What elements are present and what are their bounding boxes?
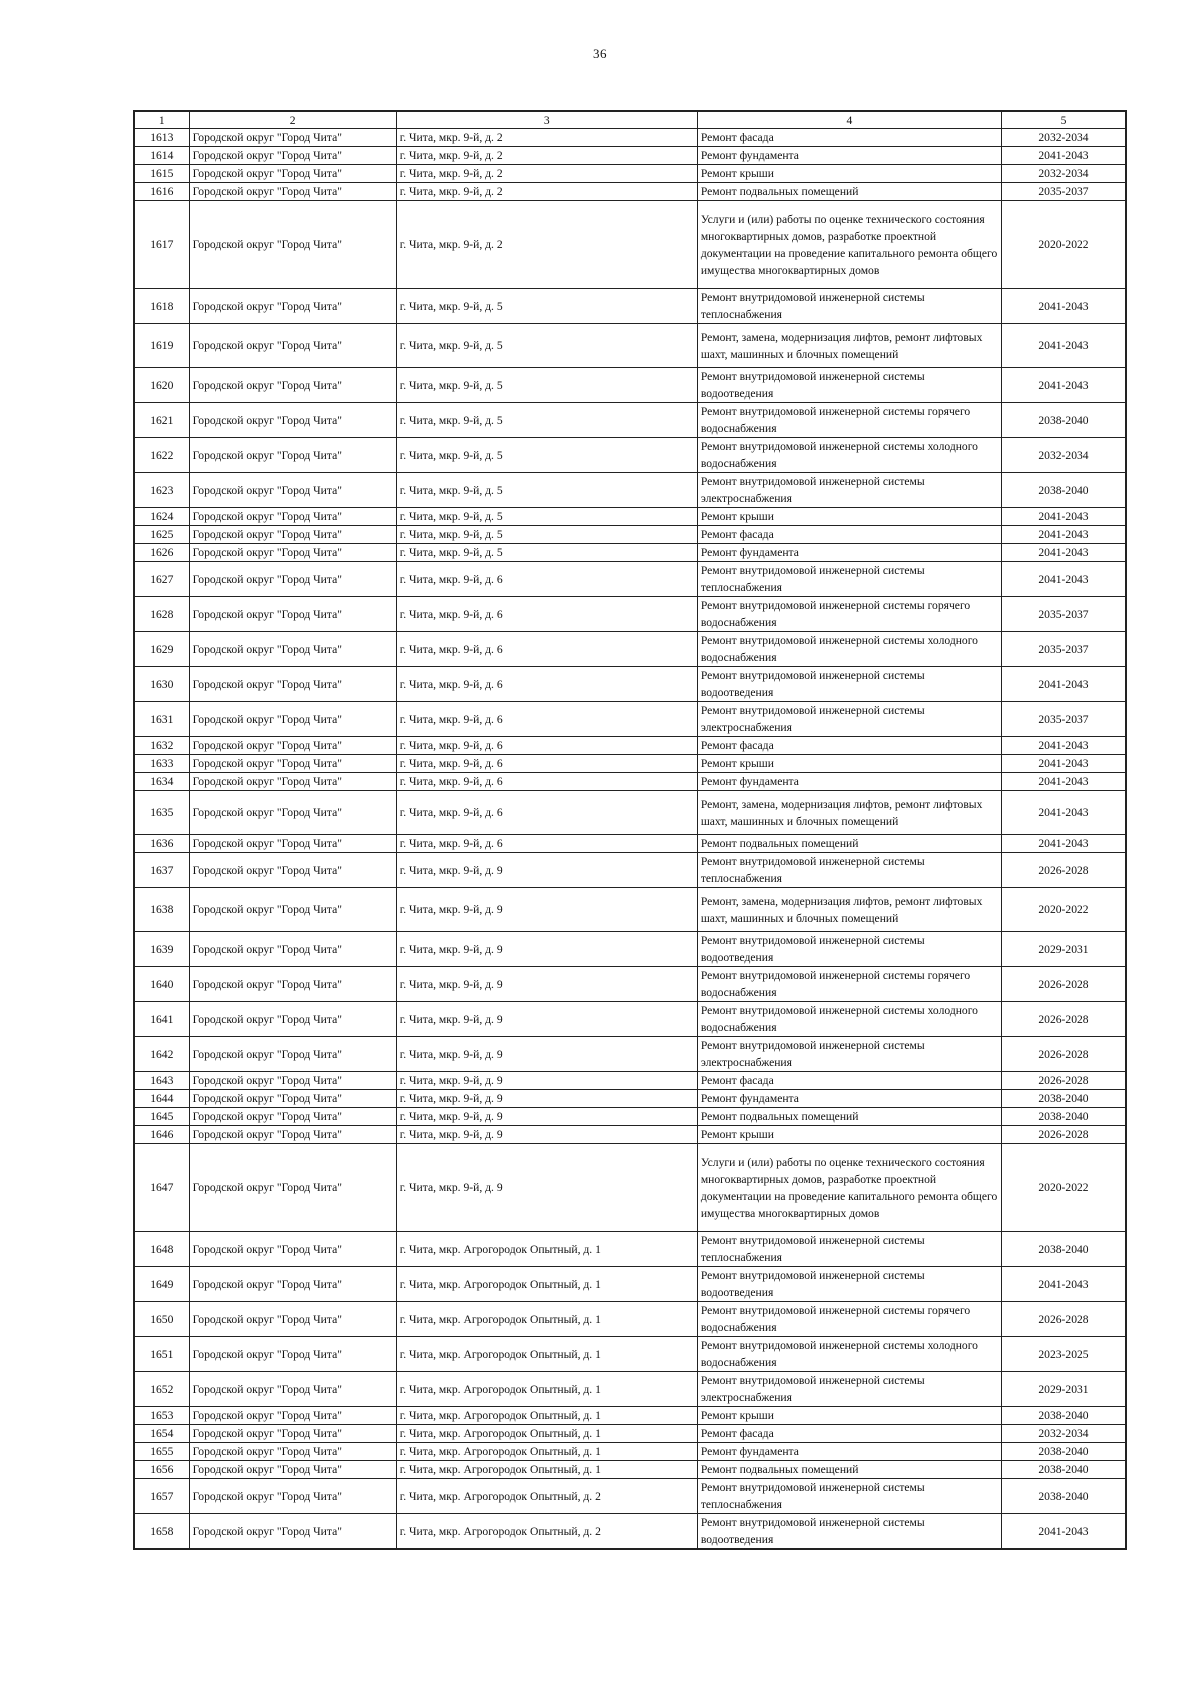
municipality-cell: Городской округ "Город Чита" (189, 835, 396, 853)
municipality-cell: Городской округ "Город Чита" (189, 1037, 396, 1072)
work-type-cell: Услуги и (или) работы по оценке технического состояния многоквартирных домов, разработке проектной документации на проведение капитального ремонта общего имущества многоквартирных домов (697, 1144, 1001, 1232)
municipality-cell: Городской округ "Город Чита" (189, 1126, 396, 1144)
address-cell: г. Чита, мкр. Агрогородок Опытный, д. 1 (396, 1302, 697, 1337)
period-cell: 2038-2040 (1001, 1407, 1126, 1425)
address-cell: г. Чита, мкр. 9-й, д. 6 (396, 702, 697, 737)
table-row (134, 324, 1126, 368)
municipality-cell: Городской округ "Город Чита" (189, 667, 396, 702)
table-row (134, 1126, 1126, 1144)
table-row (134, 667, 1126, 702)
period-cell: 2041-2043 (1001, 835, 1126, 853)
period-cell: 2035-2037 (1001, 183, 1126, 201)
address-cell: г. Чита, мкр. Агрогородок Опытный, д. 1 (396, 1372, 697, 1407)
address-cell: г. Чита, мкр. 9-й, д. 2 (396, 129, 697, 147)
address-cell: г. Чита, мкр. 9-й, д. 2 (396, 147, 697, 165)
period-cell: 2041-2043 (1001, 562, 1126, 597)
row-number-cell: 1647 (134, 1144, 189, 1232)
address-cell: г. Чита, мкр. 9-й, д. 6 (396, 562, 697, 597)
row-number-cell: 1644 (134, 1090, 189, 1108)
header-col-1: 1 (134, 111, 189, 129)
address-cell: г. Чита, мкр. 9-й, д. 9 (396, 967, 697, 1002)
municipality-cell: Городской округ "Город Чита" (189, 1514, 396, 1550)
municipality-cell: Городской округ "Город Чита" (189, 289, 396, 324)
period-cell: 2038-2040 (1001, 473, 1126, 508)
work-type-cell: Ремонт внутридомовой инженерной системы теплоснабжения (697, 289, 1001, 324)
address-cell: г. Чита, мкр. Агрогородок Опытный, д. 2 (396, 1479, 697, 1514)
address-cell: г. Чита, мкр. 9-й, д. 9 (396, 1037, 697, 1072)
table-row (134, 1267, 1126, 1302)
period-cell: 2029-2031 (1001, 1372, 1126, 1407)
work-type-cell: Ремонт внутридомовой инженерной системы электроснабжения (697, 473, 1001, 508)
table-row (134, 1037, 1126, 1072)
period-cell: 2041-2043 (1001, 791, 1126, 835)
period-cell: 2032-2034 (1001, 1425, 1126, 1443)
period-cell: 2038-2040 (1001, 1461, 1126, 1479)
municipality-cell: Городской округ "Город Чита" (189, 1337, 396, 1372)
table-row (134, 1090, 1126, 1108)
work-type-cell: Ремонт крыши (697, 1407, 1001, 1425)
header-col-3: 3 (396, 111, 697, 129)
municipality-cell: Городской округ "Город Чита" (189, 632, 396, 667)
table-row (134, 403, 1126, 438)
period-cell: 2020-2022 (1001, 1144, 1126, 1232)
row-number-cell: 1645 (134, 1108, 189, 1126)
table-row (134, 289, 1126, 324)
address-cell: г. Чита, мкр. Агрогородок Опытный, д. 2 (396, 1514, 697, 1550)
work-type-cell: Ремонт фундамента (697, 544, 1001, 562)
work-type-cell: Ремонт внутридомовой инженерной системы холодного водоснабжения (697, 1337, 1001, 1372)
municipality-cell: Городской округ "Город Чита" (189, 1232, 396, 1267)
work-type-cell: Ремонт подвальных помещений (697, 1108, 1001, 1126)
table-body (134, 129, 1126, 1550)
period-cell: 2041-2043 (1001, 508, 1126, 526)
period-cell: 2026-2028 (1001, 1037, 1126, 1072)
row-number-cell: 1651 (134, 1337, 189, 1372)
repair-schedule-table (133, 110, 1127, 1550)
header-col-2: 2 (189, 111, 396, 129)
work-type-cell: Ремонт внутридомовой инженерной системы горячего водоснабжения (697, 1302, 1001, 1337)
period-cell: 2041-2043 (1001, 289, 1126, 324)
table-header (134, 111, 1126, 129)
address-cell: г. Чита, мкр. 9-й, д. 6 (396, 835, 697, 853)
period-cell: 2041-2043 (1001, 773, 1126, 791)
table-row (134, 932, 1126, 967)
table-row (134, 967, 1126, 1002)
period-cell: 2038-2040 (1001, 1108, 1126, 1126)
address-cell: г. Чита, мкр. 9-й, д. 5 (396, 508, 697, 526)
work-type-cell: Ремонт внутридомовой инженерной системы холодного водоснабжения (697, 1002, 1001, 1037)
address-cell: г. Чита, мкр. 9-й, д. 6 (396, 667, 697, 702)
work-type-cell: Ремонт внутридомовой инженерной системы электроснабжения (697, 702, 1001, 737)
work-type-cell: Ремонт внутридомовой инженерной системы горячего водоснабжения (697, 597, 1001, 632)
work-type-cell: Ремонт крыши (697, 1126, 1001, 1144)
table-row (134, 526, 1126, 544)
work-type-cell: Ремонт подвальных помещений (697, 183, 1001, 201)
address-cell: г. Чита, мкр. 9-й, д. 6 (396, 737, 697, 755)
table-row (134, 1072, 1126, 1090)
row-number-cell: 1626 (134, 544, 189, 562)
address-cell: г. Чита, мкр. 9-й, д. 5 (396, 438, 697, 473)
row-number-cell: 1637 (134, 853, 189, 888)
table-row (134, 1302, 1126, 1337)
address-cell: г. Чита, мкр. 9-й, д. 9 (396, 853, 697, 888)
municipality-cell: Городской округ "Город Чита" (189, 702, 396, 737)
address-cell: г. Чита, мкр. Агрогородок Опытный, д. 1 (396, 1407, 697, 1425)
row-number-cell: 1628 (134, 597, 189, 632)
row-number-cell: 1631 (134, 702, 189, 737)
municipality-cell: Городской округ "Город Чита" (189, 473, 396, 508)
work-type-cell: Ремонт крыши (697, 755, 1001, 773)
municipality-cell: Городской округ "Город Чита" (189, 201, 396, 289)
table-row (134, 888, 1126, 932)
row-number-cell: 1630 (134, 667, 189, 702)
table-row (134, 508, 1126, 526)
period-cell: 2026-2028 (1001, 1126, 1126, 1144)
work-type-cell: Ремонт подвальных помещений (697, 835, 1001, 853)
header-col-4: 4 (697, 111, 1001, 129)
municipality-cell: Городской округ "Город Чита" (189, 1479, 396, 1514)
row-number-cell: 1627 (134, 562, 189, 597)
period-cell: 2041-2043 (1001, 737, 1126, 755)
row-number-cell: 1634 (134, 773, 189, 791)
address-cell: г. Чита, мкр. 9-й, д. 9 (396, 1144, 697, 1232)
row-number-cell: 1636 (134, 835, 189, 853)
address-cell: г. Чита, мкр. 9-й, д. 2 (396, 201, 697, 289)
municipality-cell: Городской округ "Город Чита" (189, 737, 396, 755)
work-type-cell: Ремонт крыши (697, 508, 1001, 526)
period-cell: 2041-2043 (1001, 147, 1126, 165)
period-cell: 2032-2034 (1001, 129, 1126, 147)
municipality-cell: Городской округ "Город Чита" (189, 1002, 396, 1037)
address-cell: г. Чита, мкр. 9-й, д. 9 (396, 1126, 697, 1144)
municipality-cell: Городской округ "Город Чита" (189, 1267, 396, 1302)
period-cell: 2041-2043 (1001, 1267, 1126, 1302)
table-row (134, 1479, 1126, 1514)
municipality-cell: Городской округ "Город Чита" (189, 773, 396, 791)
row-number-cell: 1629 (134, 632, 189, 667)
row-number-cell: 1620 (134, 368, 189, 403)
table-row (134, 737, 1126, 755)
table-row (134, 183, 1126, 201)
address-cell: г. Чита, мкр. 9-й, д. 2 (396, 165, 697, 183)
work-type-cell: Ремонт фасада (697, 129, 1001, 147)
row-number-cell: 1639 (134, 932, 189, 967)
work-type-cell: Ремонт фундамента (697, 773, 1001, 791)
period-cell: 2026-2028 (1001, 1072, 1126, 1090)
table-row (134, 1144, 1126, 1232)
municipality-cell: Городской округ "Город Чита" (189, 1443, 396, 1461)
period-cell: 2038-2040 (1001, 403, 1126, 438)
municipality-cell: Городской округ "Город Чита" (189, 967, 396, 1002)
work-type-cell: Ремонт подвальных помещений (697, 1461, 1001, 1479)
work-type-cell: Ремонт крыши (697, 165, 1001, 183)
period-cell: 2032-2034 (1001, 438, 1126, 473)
table-row (134, 1461, 1126, 1479)
address-cell: г. Чита, мкр. 9-й, д. 6 (396, 773, 697, 791)
work-type-cell: Ремонт фундамента (697, 1090, 1001, 1108)
row-number-cell: 1633 (134, 755, 189, 773)
address-cell: г. Чита, мкр. 9-й, д. 6 (396, 632, 697, 667)
table-row (134, 1108, 1126, 1126)
period-cell: 2041-2043 (1001, 667, 1126, 702)
table-row (134, 1514, 1126, 1550)
period-cell: 2041-2043 (1001, 1514, 1126, 1550)
address-cell: г. Чита, мкр. 9-й, д. 6 (396, 755, 697, 773)
row-number-cell: 1635 (134, 791, 189, 835)
work-type-cell: Ремонт внутридомовой инженерной системы теплоснабжения (697, 562, 1001, 597)
work-type-cell: Ремонт внутридомовой инженерной системы водоотведения (697, 1514, 1001, 1550)
row-number-cell: 1657 (134, 1479, 189, 1514)
address-cell: г. Чита, мкр. 9-й, д. 5 (396, 368, 697, 403)
period-cell: 2035-2037 (1001, 702, 1126, 737)
table-row (134, 1425, 1126, 1443)
table-row (134, 597, 1126, 632)
table-row (134, 147, 1126, 165)
table-row (134, 1443, 1126, 1461)
table-row (134, 773, 1126, 791)
address-cell: г. Чита, мкр. Агрогородок Опытный, д. 1 (396, 1232, 697, 1267)
work-type-cell: Ремонт внутридомовой инженерной системы водоотведения (697, 932, 1001, 967)
table-row (134, 632, 1126, 667)
work-type-cell: Ремонт фундамента (697, 1443, 1001, 1461)
row-number-cell: 1638 (134, 888, 189, 932)
table-row (134, 1232, 1126, 1267)
municipality-cell: Городской округ "Город Чита" (189, 508, 396, 526)
municipality-cell: Городской округ "Город Чита" (189, 853, 396, 888)
row-number-cell: 1642 (134, 1037, 189, 1072)
row-number-cell: 1652 (134, 1372, 189, 1407)
work-type-cell: Ремонт, замена, модернизация лифтов, ремонт лифтовых шахт, машинных и блочных помещений (697, 791, 1001, 835)
period-cell: 2023-2025 (1001, 1337, 1126, 1372)
row-number-cell: 1623 (134, 473, 189, 508)
address-cell: г. Чита, мкр. 9-й, д. 5 (396, 544, 697, 562)
municipality-cell: Городской округ "Город Чита" (189, 129, 396, 147)
row-number-cell: 1650 (134, 1302, 189, 1337)
period-cell: 2032-2034 (1001, 165, 1126, 183)
municipality-cell: Городской округ "Город Чита" (189, 183, 396, 201)
address-cell: г. Чита, мкр. 9-й, д. 9 (396, 932, 697, 967)
row-number-cell: 1655 (134, 1443, 189, 1461)
address-cell: г. Чита, мкр. 9-й, д. 2 (396, 183, 697, 201)
row-number-cell: 1618 (134, 289, 189, 324)
municipality-cell: Городской округ "Город Чита" (189, 1425, 396, 1443)
work-type-cell: Ремонт, замена, модернизация лифтов, ремонт лифтовых шахт, машинных и блочных помещений (697, 888, 1001, 932)
period-cell: 2041-2043 (1001, 755, 1126, 773)
address-cell: г. Чита, мкр. 9-й, д. 6 (396, 791, 697, 835)
period-cell: 2029-2031 (1001, 932, 1126, 967)
row-number-cell: 1613 (134, 129, 189, 147)
row-number-cell: 1648 (134, 1232, 189, 1267)
address-cell: г. Чита, мкр. 9-й, д. 9 (396, 1072, 697, 1090)
address-cell: г. Чита, мкр. Агрогородок Опытный, д. 1 (396, 1461, 697, 1479)
municipality-cell: Городской округ "Город Чита" (189, 1072, 396, 1090)
work-type-cell: Ремонт, замена, модернизация лифтов, ремонт лифтовых шахт, машинных и блочных помещений (697, 324, 1001, 368)
work-type-cell: Ремонт внутридомовой инженерной системы холодного водоснабжения (697, 438, 1001, 473)
work-type-cell: Ремонт фасада (697, 526, 1001, 544)
municipality-cell: Городской округ "Город Чита" (189, 438, 396, 473)
table-row (134, 835, 1126, 853)
period-cell: 2020-2022 (1001, 201, 1126, 289)
address-cell: г. Чита, мкр. 9-й, д. 9 (396, 1108, 697, 1126)
address-cell: г. Чита, мкр. 9-й, д. 6 (396, 597, 697, 632)
row-number-cell: 1640 (134, 967, 189, 1002)
page-number: 36 (593, 46, 607, 61)
municipality-cell: Городской округ "Город Чита" (189, 791, 396, 835)
work-type-cell: Ремонт фундамента (697, 147, 1001, 165)
municipality-cell: Городской округ "Город Чита" (189, 597, 396, 632)
row-number-cell: 1619 (134, 324, 189, 368)
period-cell: 2026-2028 (1001, 853, 1126, 888)
period-cell: 2038-2040 (1001, 1443, 1126, 1461)
municipality-cell: Городской округ "Город Чита" (189, 1461, 396, 1479)
municipality-cell: Городской округ "Город Чита" (189, 1372, 396, 1407)
municipality-cell: Городской округ "Город Чита" (189, 888, 396, 932)
row-number-cell: 1658 (134, 1514, 189, 1550)
municipality-cell: Городской округ "Город Чита" (189, 1090, 396, 1108)
row-number-cell: 1641 (134, 1002, 189, 1037)
municipality-cell: Городской округ "Город Чита" (189, 403, 396, 438)
address-cell: г. Чита, мкр. 9-й, д. 5 (396, 324, 697, 368)
address-cell: г. Чита, мкр. Агрогородок Опытный, д. 1 (396, 1443, 697, 1461)
row-number-cell: 1622 (134, 438, 189, 473)
period-cell: 2038-2040 (1001, 1090, 1126, 1108)
table-row (134, 473, 1126, 508)
period-cell: 2041-2043 (1001, 526, 1126, 544)
table-row (134, 1337, 1126, 1372)
table-row (134, 853, 1126, 888)
table-row (134, 562, 1126, 597)
period-cell: 2038-2040 (1001, 1479, 1126, 1514)
period-cell: 2035-2037 (1001, 632, 1126, 667)
table-row (134, 165, 1126, 183)
table-row (134, 544, 1126, 562)
table-row (134, 1372, 1126, 1407)
table-row (134, 1002, 1126, 1037)
row-number-cell: 1653 (134, 1407, 189, 1425)
address-cell: г. Чита, мкр. 9-й, д. 9 (396, 1002, 697, 1037)
municipality-cell: Городской округ "Город Чита" (189, 755, 396, 773)
work-type-cell: Ремонт внутридомовой инженерной системы теплоснабжения (697, 1479, 1001, 1514)
work-type-cell: Ремонт внутридомовой инженерной системы холодного водоснабжения (697, 632, 1001, 667)
table-row (134, 201, 1126, 289)
municipality-cell: Городской округ "Город Чита" (189, 1302, 396, 1337)
municipality-cell: Городской округ "Город Чита" (189, 368, 396, 403)
address-cell: г. Чита, мкр. Агрогородок Опытный, д. 1 (396, 1337, 697, 1372)
row-number-cell: 1643 (134, 1072, 189, 1090)
table-row (134, 368, 1126, 403)
row-number-cell: 1632 (134, 737, 189, 755)
row-number-cell: 1624 (134, 508, 189, 526)
work-type-cell: Ремонт внутридомовой инженерной системы водоотведения (697, 1267, 1001, 1302)
row-number-cell: 1621 (134, 403, 189, 438)
table-row (134, 129, 1126, 147)
period-cell: 2020-2022 (1001, 888, 1126, 932)
work-type-cell: Ремонт внутридомовой инженерной системы теплоснабжения (697, 1232, 1001, 1267)
period-cell: 2026-2028 (1001, 1302, 1126, 1337)
municipality-cell: Городской округ "Город Чита" (189, 932, 396, 967)
address-cell: г. Чита, мкр. Агрогородок Опытный, д. 1 (396, 1425, 697, 1443)
table-row (134, 438, 1126, 473)
header-col-5: 5 (1001, 111, 1126, 129)
municipality-cell: Городской округ "Город Чита" (189, 165, 396, 183)
work-type-cell: Ремонт внутридомовой инженерной системы электроснабжения (697, 1037, 1001, 1072)
work-type-cell: Ремонт внутридомовой инженерной системы водоотведения (697, 368, 1001, 403)
period-cell: 2038-2040 (1001, 1232, 1126, 1267)
municipality-cell: Городской округ "Город Чита" (189, 147, 396, 165)
period-cell: 2041-2043 (1001, 544, 1126, 562)
row-number-cell: 1646 (134, 1126, 189, 1144)
work-type-cell: Ремонт внутридомовой инженерной системы водоотведения (697, 667, 1001, 702)
address-cell: г. Чита, мкр. 9-й, д. 9 (396, 1090, 697, 1108)
row-number-cell: 1654 (134, 1425, 189, 1443)
work-type-cell: Ремонт фасада (697, 737, 1001, 755)
work-type-cell: Ремонт фасада (697, 1072, 1001, 1090)
address-cell: г. Чита, мкр. Агрогородок Опытный, д. 1 (396, 1267, 697, 1302)
table-row (134, 702, 1126, 737)
table-row (134, 791, 1126, 835)
municipality-cell: Городской округ "Город Чита" (189, 1108, 396, 1126)
municipality-cell: Городской округ "Город Чита" (189, 1407, 396, 1425)
municipality-cell: Городской округ "Город Чита" (189, 324, 396, 368)
table-row (134, 1407, 1126, 1425)
municipality-cell: Городской округ "Город Чита" (189, 562, 396, 597)
work-type-cell: Ремонт внутридомовой инженерной системы электроснабжения (697, 1372, 1001, 1407)
row-number-cell: 1616 (134, 183, 189, 201)
period-cell: 2035-2037 (1001, 597, 1126, 632)
work-type-cell: Услуги и (или) работы по оценке технического состояния многоквартирных домов, разработке проектной документации на проведение капитального ремонта общего имущества многоквартирных домов (697, 201, 1001, 289)
work-type-cell: Ремонт внутридомовой инженерной системы горячего водоснабжения (697, 967, 1001, 1002)
work-type-cell: Ремонт внутридомовой инженерной системы горячего водоснабжения (697, 403, 1001, 438)
work-type-cell: Ремонт фасада (697, 1425, 1001, 1443)
address-cell: г. Чита, мкр. 9-й, д. 5 (396, 289, 697, 324)
municipality-cell: Городской округ "Город Чита" (189, 544, 396, 562)
row-number-cell: 1617 (134, 201, 189, 289)
period-cell: 2041-2043 (1001, 368, 1126, 403)
period-cell: 2026-2028 (1001, 1002, 1126, 1037)
address-cell: г. Чита, мкр. 9-й, д. 5 (396, 526, 697, 544)
period-cell: 2026-2028 (1001, 967, 1126, 1002)
address-cell: г. Чита, мкр. 9-й, д. 5 (396, 403, 697, 438)
period-cell: 2041-2043 (1001, 324, 1126, 368)
table-row (134, 755, 1126, 773)
row-number-cell: 1656 (134, 1461, 189, 1479)
row-number-cell: 1649 (134, 1267, 189, 1302)
row-number-cell: 1625 (134, 526, 189, 544)
row-number-cell: 1615 (134, 165, 189, 183)
address-cell: г. Чита, мкр. 9-й, д. 9 (396, 888, 697, 932)
municipality-cell: Городской округ "Город Чита" (189, 1144, 396, 1232)
municipality-cell: Городской округ "Город Чита" (189, 526, 396, 544)
work-type-cell: Ремонт внутридомовой инженерной системы теплоснабжения (697, 853, 1001, 888)
row-number-cell: 1614 (134, 147, 189, 165)
address-cell: г. Чита, мкр. 9-й, д. 5 (396, 473, 697, 508)
